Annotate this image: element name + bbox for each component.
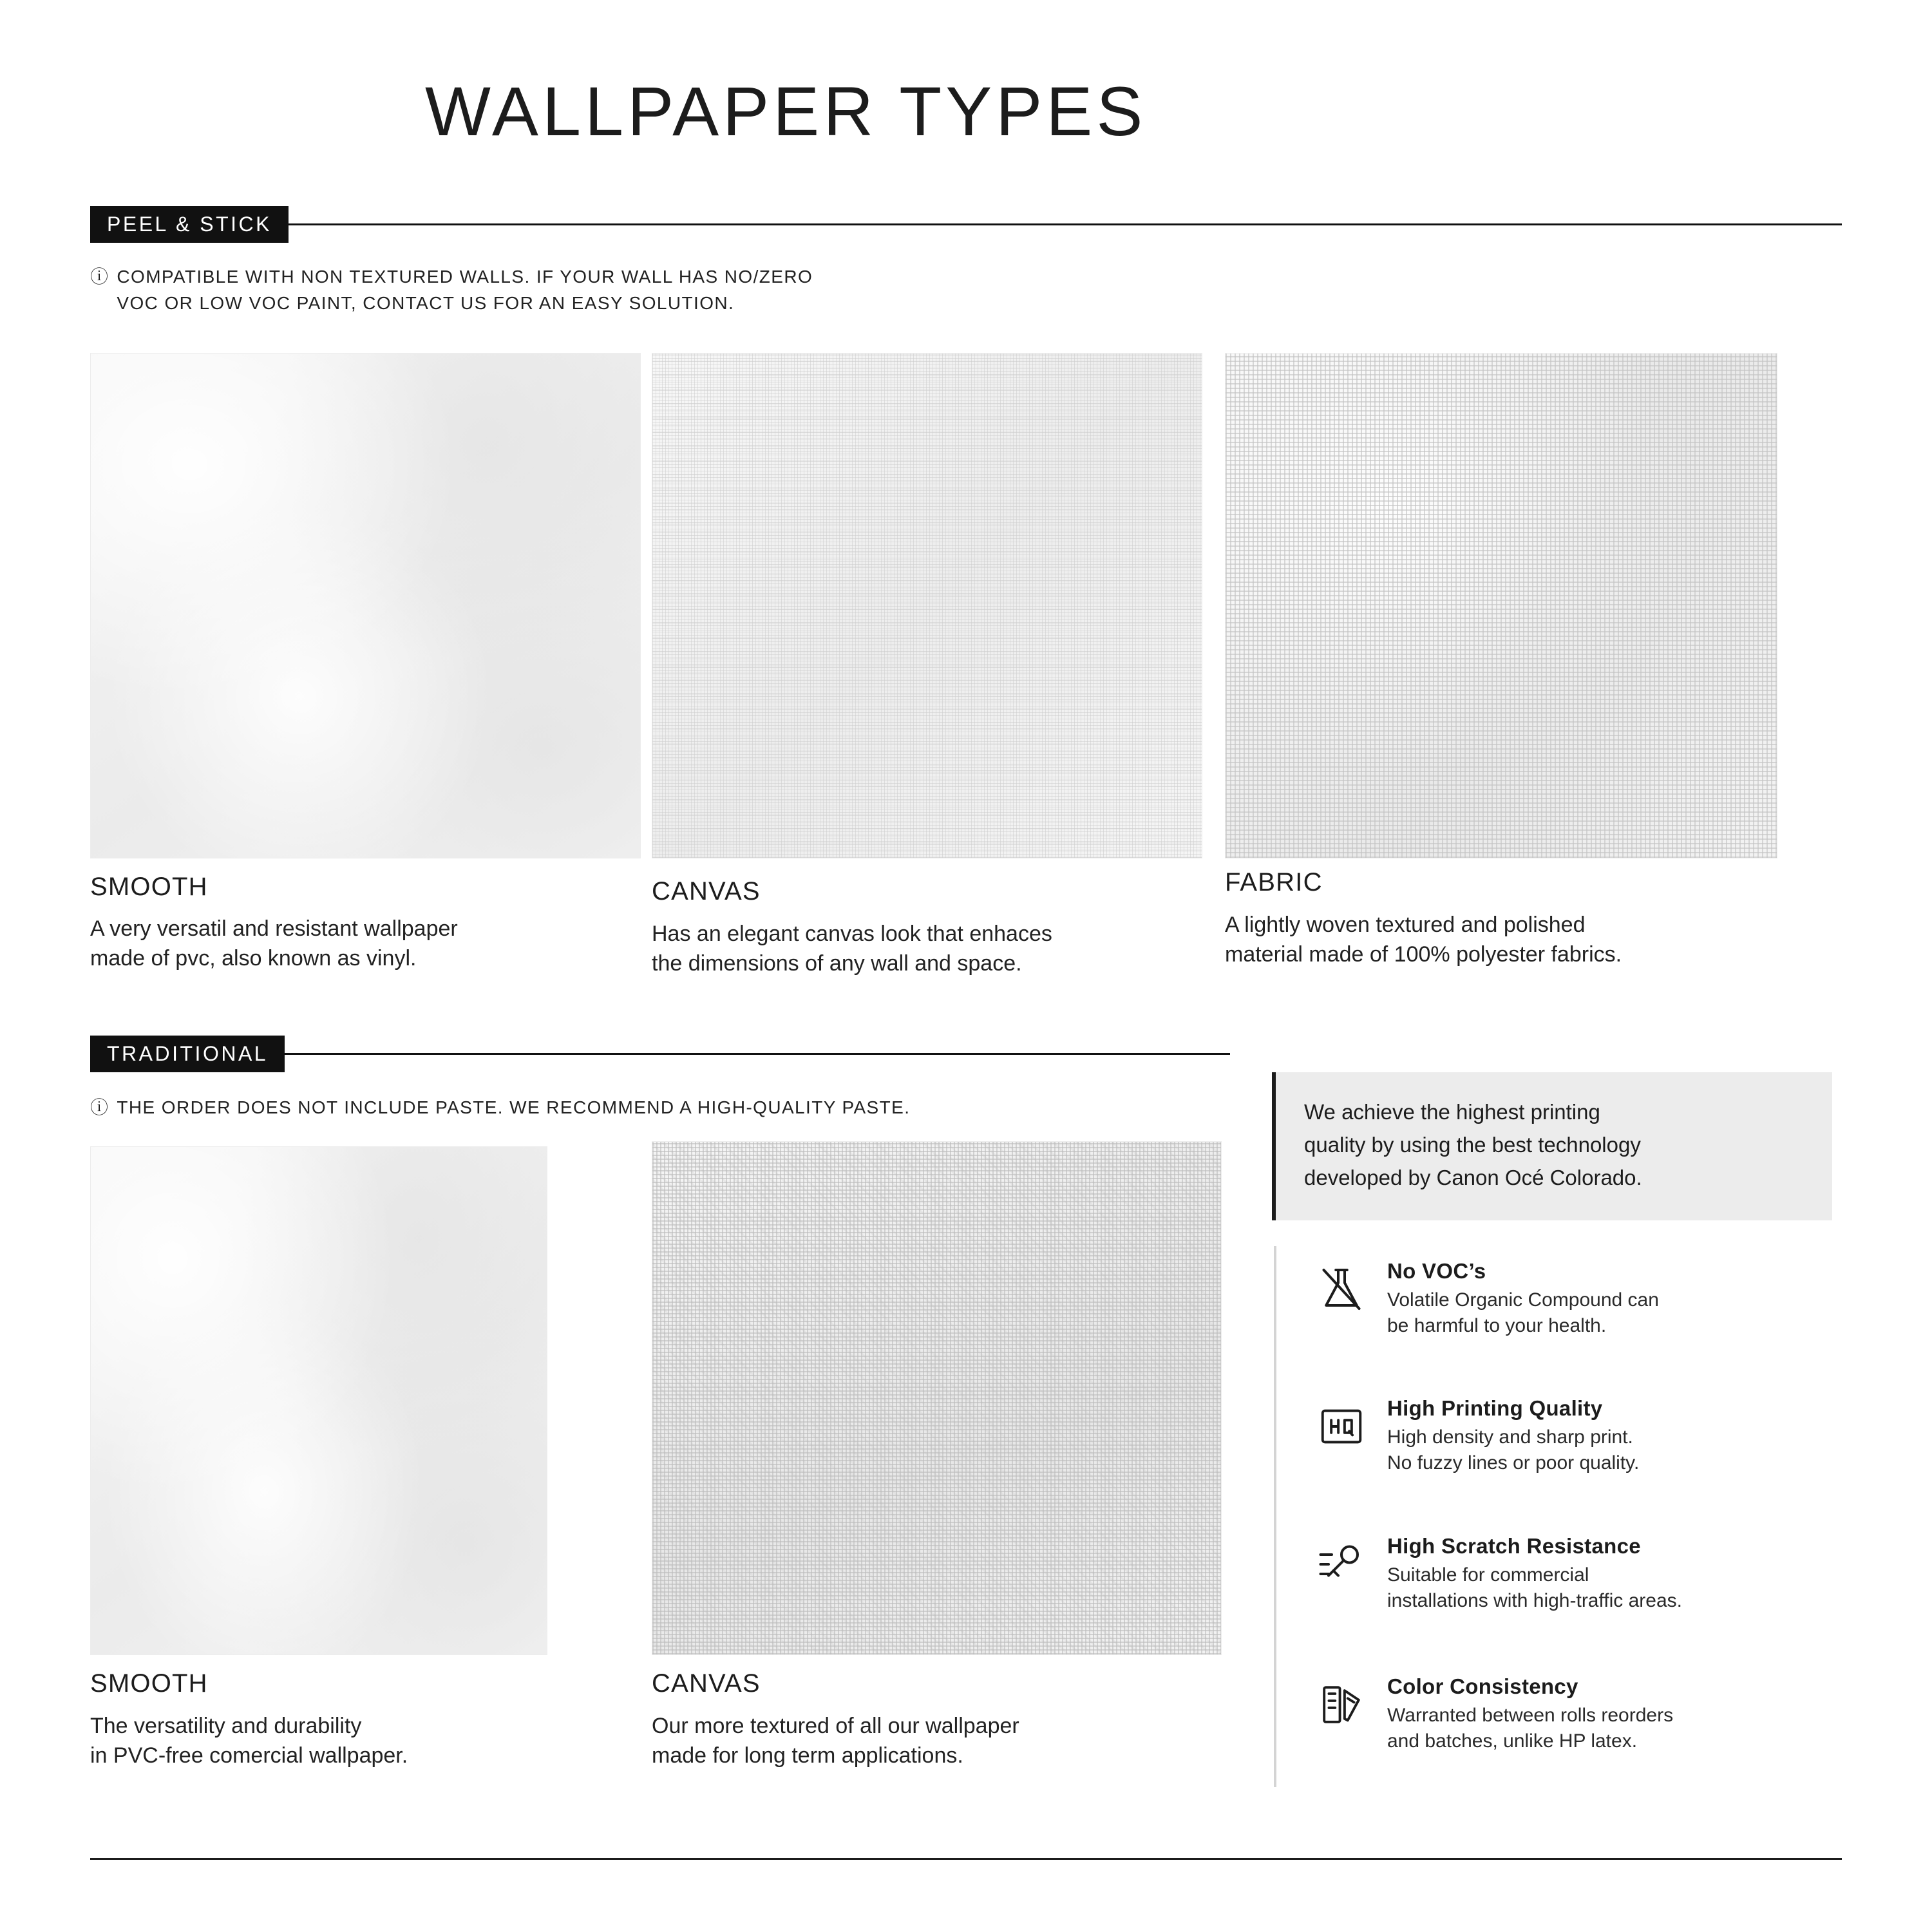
swatch-peel-smooth [90, 353, 641, 858]
note-peel-stick [90, 264, 1185, 316]
info-icon: ⓘ [90, 267, 109, 287]
desc-line-2: No fuzzy lines or poor quality. [1387, 1452, 1640, 1473]
desc-line-1: The versatility and durability [90, 1714, 362, 1738]
section-tag-traditional: TRADITIONAL [90, 1036, 285, 1072]
info-icon: ⓘ [90, 1097, 109, 1117]
desc-line-2: made for long term applications. [652, 1743, 963, 1768]
scratch-resistance-key-icon [1314, 1537, 1369, 1592]
note-line-2: VOC OR LOW VOC PAINT, CONTACT US FOR AN EASY SOLUTION. [117, 292, 735, 313]
feature-desc [1387, 1562, 1682, 1614]
feature-high-printing-quality [1314, 1396, 1842, 1476]
hq-badge-icon [1314, 1399, 1369, 1454]
desc-line-1: A very versatil and resistant wallpaper [90, 916, 458, 941]
quality-line-2: quality by using the best technology [1304, 1133, 1641, 1157]
feature-title: Color Consistency [1387, 1674, 1578, 1698]
item-title-peel-smooth: SMOOTH [90, 873, 208, 901]
desc-line-1: A lightly woven textured and polished [1225, 913, 1586, 937]
feature-desc [1387, 1287, 1659, 1339]
swatch-traditional-smooth [90, 1146, 547, 1655]
feature-text [1387, 1396, 1639, 1476]
feature-desc [1387, 1425, 1639, 1476]
item-title-peel-fabric: FABRIC [1225, 868, 1323, 896]
item-desc-peel-canvas [652, 920, 1231, 979]
item-title-traditional-canvas: CANVAS [652, 1669, 761, 1698]
feature-color-consistency [1314, 1674, 1842, 1754]
desc-line-2: installations with high-traffic areas. [1387, 1589, 1682, 1611]
desc-line-2: made of pvc, also known as vinyl. [90, 945, 417, 971]
feature-text [1387, 1674, 1673, 1754]
feature-title: No VOC’s [1387, 1259, 1486, 1283]
feature-list-rail [1274, 1246, 1276, 1787]
section-tag-peel-stick: PEEL & STICK [90, 206, 289, 243]
desc-line-1: Suitable for commercial [1387, 1564, 1589, 1586]
desc-line-1: Volatile Organic Compound can [1387, 1289, 1659, 1311]
note-text [117, 264, 813, 316]
section-header-traditional [90, 1036, 1230, 1072]
feature-text [1387, 1534, 1682, 1614]
desc-line-2: be harmful to your health. [1387, 1314, 1607, 1336]
feature-title: High Printing Quality [1387, 1396, 1603, 1420]
section-rule [289, 223, 1842, 225]
note-traditional [90, 1095, 1185, 1121]
quality-line-3: developed by Canon Océ Colorado. [1304, 1166, 1642, 1190]
desc-line-1: Warranted between rolls reorders [1387, 1705, 1674, 1726]
feature-title: High Scratch Resistance [1387, 1534, 1641, 1558]
printing-quality-panel [1272, 1072, 1832, 1220]
no-voc-flask-icon [1314, 1262, 1369, 1317]
swatch-peel-fabric [1225, 353, 1777, 858]
desc-line-1: Our more textured of all our wallpaper [652, 1714, 1019, 1738]
feature-text [1387, 1259, 1659, 1339]
desc-line-1: Has an elegant canvas look that enhaces [652, 922, 1052, 946]
note-line-1: THE ORDER DOES NOT INCLUDE PASTE. WE RECOMMEND A HIGH-QUALITY PASTE. [117, 1097, 911, 1117]
section-header-peel-stick [90, 206, 1842, 243]
feature-desc [1387, 1703, 1673, 1754]
item-desc-peel-fabric [1225, 911, 1817, 970]
desc-line-2: in PVC-free comercial wallpaper. [90, 1743, 408, 1768]
color-swatch-icon [1314, 1677, 1369, 1732]
desc-line-2: and batches, unlike HP latex. [1387, 1730, 1638, 1752]
item-desc-peel-smooth [90, 914, 657, 974]
desc-line-1: High density and sharp print. [1387, 1426, 1633, 1448]
note-line-1: COMPATIBLE WITH NON TEXTURED WALLS. IF YOUR WALL HAS NO/ZERO [117, 267, 813, 287]
feature-no-voc [1314, 1259, 1842, 1339]
page-title: WALLPAPER TYPES [425, 72, 1147, 150]
desc-line-2: material made of 100% polyester fabrics. [1225, 942, 1622, 967]
item-desc-traditional-smooth [90, 1712, 625, 1771]
item-title-peel-canvas: CANVAS [652, 877, 761, 905]
item-desc-traditional-canvas [652, 1712, 1231, 1771]
quality-line-1: We achieve the highest printing [1304, 1100, 1600, 1124]
feature-high-scratch-resistance [1314, 1534, 1842, 1614]
footer-divider [90, 1858, 1842, 1860]
item-title-traditional-smooth: SMOOTH [90, 1669, 208, 1698]
swatch-traditional-canvas [652, 1141, 1222, 1655]
section-rule [285, 1053, 1230, 1055]
desc-line-2: the dimensions of any wall and space. [652, 951, 1022, 976]
swatch-peel-canvas [652, 353, 1202, 858]
